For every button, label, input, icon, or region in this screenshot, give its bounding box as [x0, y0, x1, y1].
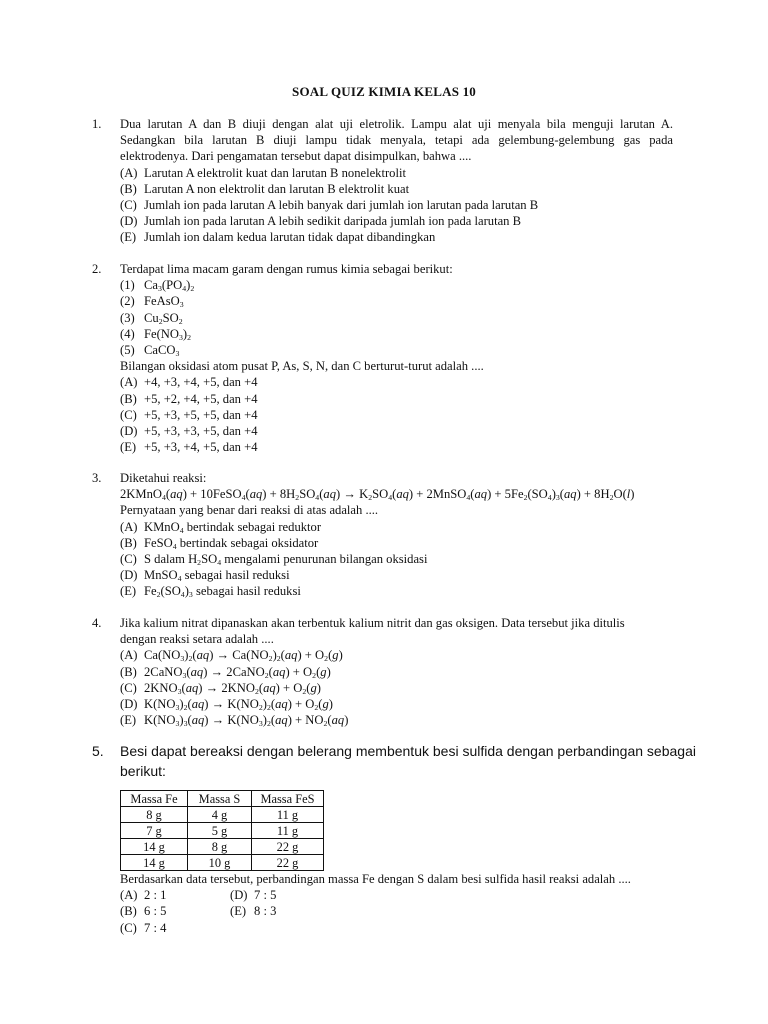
- question-stem: Dua larutan A dan B diuji dengan alat uji eletrolik. Lampu alat uji menyala bila menguji larutan A. Sedangkan bila larutan B diuji lampu tidak menyala, tetapi ada gelembung-gelembung gas pada elektrodenya. Dari pengamatan tersebut dapat disimpulkan, bahwa ....: [120, 117, 673, 164]
- salt-item: (5) CaCO$_3$: [120, 343, 180, 358]
- table-cell: 14 g: [121, 839, 188, 855]
- options-row: [120, 920, 720, 936]
- mass-table: [120, 790, 324, 871]
- question-body: [120, 741, 720, 936]
- table-cell: 14 g: [121, 855, 188, 871]
- salt-item: (1) $Ca_3(PO_4)_2$: [120, 278, 195, 294]
- options-row: [120, 887, 720, 903]
- table-cell: 8 g: [188, 839, 252, 855]
- question-number: 4.: [92, 616, 102, 630]
- question-body: [120, 261, 673, 455]
- question-body: [120, 116, 673, 246]
- option-a[interactable]: (A) KMnO$_4$ bertindak sebagai reduktor: [120, 519, 322, 535]
- table-cell: 11 g: [252, 823, 324, 839]
- table-cell: 10 g: [188, 855, 252, 871]
- option-b[interactable]: (B) Larutan A non elektrolit dan larutan B elektrolit kuat: [120, 181, 410, 196]
- salt-item: (4) $Fe(NO_3)_2$: [120, 326, 191, 342]
- option-a[interactable]: (A) 2 : 1: [120, 888, 167, 903]
- question-body: [120, 470, 700, 600]
- option-d[interactable]: (D) +5, +3, +3, +5, dan +4: [120, 424, 258, 439]
- salt-item: (3) $Cu_2SO_2$: [120, 310, 183, 326]
- option-d[interactable]: (D) $K(NO_3)_2(aq) \to K(NO_2)_2(aq) + O_2(g)$: [120, 697, 333, 712]
- option-c[interactable]: (C) 7 : 4: [120, 920, 167, 935]
- option-b[interactable]: (B) FeSO$_4$ bertindak sebagai oksidator: [120, 535, 319, 551]
- table-row: [121, 855, 324, 871]
- question-stem: Terdapat lima macam garam dengan rumus kimia sebagai berikut:: [120, 262, 453, 276]
- table-cell: 22 g: [252, 839, 324, 855]
- question-intro: Diketahui reaksi:: [120, 471, 207, 485]
- table-cell: 4 g: [188, 807, 252, 823]
- option-c[interactable]: (C) Jumlah ion pada larutan A lebih banyak dari jumlah ion larutan pada larutan B: [120, 198, 539, 213]
- table-header: Massa FeS: [252, 791, 324, 807]
- question-number: 2.: [92, 262, 102, 276]
- question-text: Berdasarkan data tersebut, perbandingan massa Fe dengan S dalam besi sulfida hasil reaksi adalah ....: [120, 872, 631, 886]
- option-a[interactable]: (A) $Ca(NO_3)_2(aq) \to Ca(NO_2)_2(aq) + O_2(g)$: [120, 648, 343, 664]
- question-stem: Besi dapat bereaksi dengan belerang membentuk besi sulfida dengan perbandingan sebagai: [120, 743, 696, 759]
- question-stem-continued: dengan reaksi setara adalah ....: [120, 632, 274, 647]
- option-a[interactable]: (A) Larutan A elektrolit kuat dan larutan B nonelektrolit: [120, 165, 406, 180]
- table-cell: 8 g: [121, 807, 188, 823]
- question-body: [120, 615, 673, 728]
- question-stem-continued: berikut:: [120, 763, 166, 779]
- option-e[interactable]: (E) Jumlah ion dalam kedua larutan tidak dapat dibandingkan: [120, 230, 436, 245]
- option-c[interactable]: (C) $2KNO_3(aq) \to 2KNO_2(aq) + O_2(g)$: [120, 680, 321, 696]
- question-text: Pernyataan yang benar dari reaksi di atas adalah ....: [120, 503, 379, 518]
- options-row: [120, 903, 720, 919]
- page-title: SOAL QUIZ KIMIA KELAS 10: [292, 84, 476, 99]
- option-d[interactable]: (D) 7 : 5: [230, 888, 277, 903]
- table-cell: 11 g: [252, 807, 324, 823]
- question-number: 1.: [92, 117, 102, 131]
- option-c[interactable]: (C) +5, +3, +5, +5, dan +4: [120, 407, 258, 422]
- table-cell: 7 g: [121, 823, 188, 839]
- salt-item: (2) FeAsO$_3$: [120, 294, 184, 310]
- option-e[interactable]: (E) +5, +3, +4, +5, dan +4: [120, 440, 258, 455]
- table-row: [121, 807, 324, 823]
- question-text: Bilangan oksidasi atom pusat P, As, S, N, dan C berturut-turut adalah ....: [120, 359, 484, 374]
- question-number: 3.: [92, 471, 102, 485]
- option-d[interactable]: (D) MnSO$_4$ sebagai hasil reduksi: [120, 568, 290, 584]
- table-header: Massa Fe: [121, 791, 188, 807]
- table-cell: 5 g: [188, 823, 252, 839]
- table-header: Massa S: [188, 791, 252, 807]
- option-b[interactable]: (B) 2CaNO$_3$(aq) → 2CaNO$_2$(aq) + $O_2(g)$: [120, 664, 331, 680]
- question-stem: Jika kalium nitrat dipanaskan akan terbentuk kalium nitrit dan gas oksigen. Data tersebut jika ditulis: [120, 616, 625, 630]
- option-b[interactable]: (B) 6 : 5: [120, 904, 167, 919]
- option-a[interactable]: (A) +4, +3, +4, +5, dan +4: [120, 375, 258, 390]
- option-e[interactable]: (E) 8 : 3: [230, 904, 277, 919]
- question-number: 5.: [92, 743, 104, 759]
- table-cell: 22 g: [252, 855, 324, 871]
- option-e[interactable]: (E) $K(NO_3)_3(aq) \to K(NO_3)_2(aq) + NO_2(aq)$: [120, 713, 349, 729]
- table-row: [121, 839, 324, 855]
- option-c[interactable]: (C) S dalam $H_2SO_4$ mengalami penurunan bilangan oksidasi: [120, 552, 428, 567]
- option-d[interactable]: (D) Jumlah ion pada larutan A lebih sedikit daripada jumlah ion pada larutan B: [120, 214, 522, 229]
- option-b[interactable]: (B) +5, +2, +4, +5, dan +4: [120, 391, 258, 406]
- table-header-row: [121, 791, 324, 807]
- reaction-equation: 2KMnO$_4$(aq) + 10FeSO$_4$(aq) + $8H_2SO_4(aq) \to K_2SO_4(aq)$ + 2MnSO$_4$(aq) + $5Fe_2(SO_4)_3(aq) + 8H_2O(l)$: [120, 487, 635, 503]
- option-e[interactable]: (E) $Fe_2(SO_4)_3$ sebagai hasil reduksi: [120, 584, 301, 600]
- table-row: [121, 823, 324, 839]
